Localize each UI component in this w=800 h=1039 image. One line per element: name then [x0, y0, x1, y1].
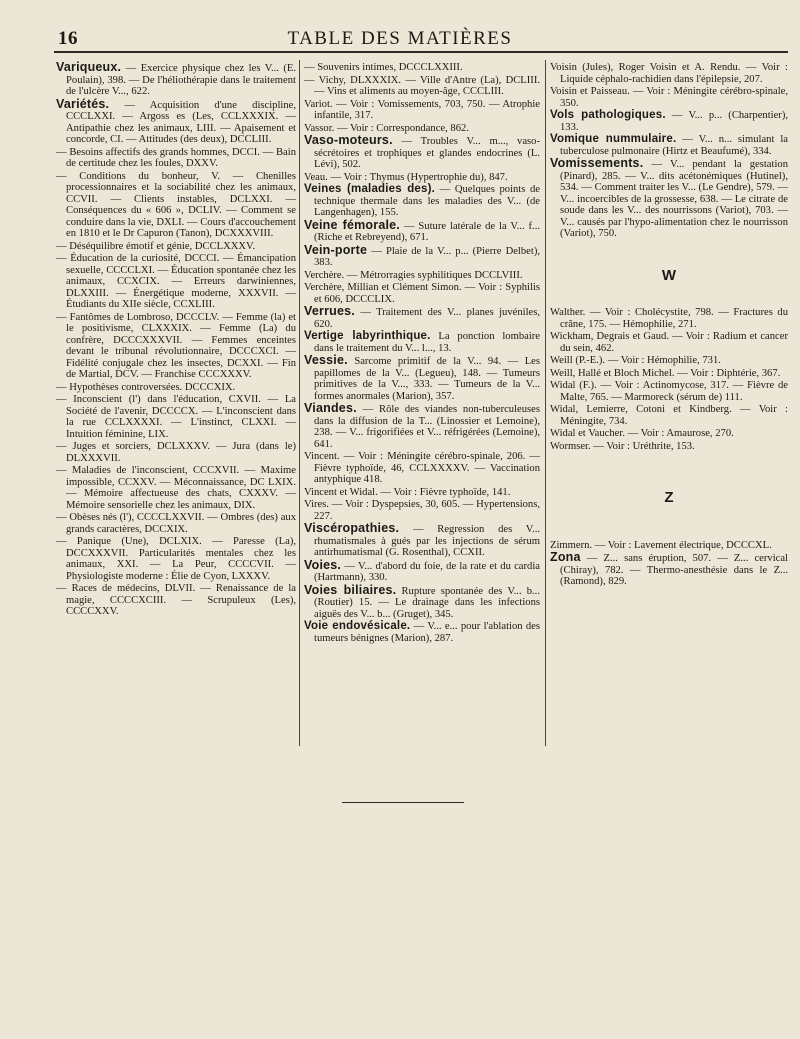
- column-divider: [299, 60, 300, 746]
- entry-text: Rupture spontanée des V... b... (Routier) 15. — Le drainage dans les infections aiguës des V... b... (Gruget), 345.: [314, 585, 540, 620]
- index-entry: [550, 428, 788, 440]
- index-entry: [304, 451, 540, 486]
- index-entry: [304, 172, 540, 184]
- index-entry: [304, 331, 540, 354]
- index-entry: [304, 499, 540, 522]
- index-group-w: [550, 307, 788, 452]
- index-entry: [550, 134, 788, 157]
- entry-term: Variqueux.: [56, 60, 122, 74]
- index-entry: [304, 306, 540, 330]
- entry-text: Vincent. — Voir : Méningite cérébro-spinale, 206. — Fièvre typhoïde, 46, CCLXXXXV. — Vaccination antyphique 418.: [304, 451, 540, 485]
- entry-text: Widal, Lemierre, Cotoni et Kindberg. — Voir : Méningite, 734.: [550, 404, 788, 427]
- entry-text: — Souvenirs intimes, DCCCLXXIII.: [304, 62, 463, 73]
- entry-text: — Maladies de l'inconscient, CCCXVII. — Maxime impossible, CCXXV. — Méconnaissance, DC LXIX. — Mémoire affectueuse des chats, CXXXV. — Mémoire sensorielle chez les animaux, DIX.: [56, 465, 296, 511]
- entry-text: Voisin et Paisseau. — Voir : Méningite cérébro-spinale, 350.: [550, 86, 788, 109]
- index-entry: [56, 62, 296, 98]
- index-entry: [550, 307, 788, 330]
- index-entry: [56, 241, 296, 253]
- page-title: TABLE DES MATIÈRES: [287, 28, 513, 49]
- entry-text: — V... pendant la gestation (Pinard), 285. — V... dits acétonémiques (Hutinel), 534. — Comment traiter les V... (Le Gendre), 579. — V... incoercibles de la grossesse, 638. — Le citrate de soude dans les V... des nourrissons (Variot), 703. — V... causés par l'hypo-alimentation chez le nourrisson (Variot), 750.: [560, 159, 788, 239]
- entry-text: — V... p... (Charpentier), 133.: [560, 110, 788, 133]
- index-group-z: [550, 540, 788, 588]
- section-letter-w: W: [661, 266, 677, 284]
- entry-term: Vomique nummulaire.: [550, 133, 677, 145]
- entry-text: — Quelques points de technique thermale dans les maladies des V... (de Langenhagen), 155.: [314, 184, 540, 218]
- entry-text: Verchère. — Métrorragies syphilitiques DCCLVIII.: [304, 269, 523, 281]
- index-entry: [304, 355, 540, 402]
- entry-text: — Acquisition d'une discipline, CCCLXXI. — Argoss es (Les, CCLXXXIX. — Antipathie chez les animaux, LIII. — Apaisement et concorde, CI. — Attitudes (des deux), DCCLIII.: [66, 99, 296, 145]
- entry-text: Widal et Vaucher. — Voir : Amaurose, 270.: [550, 428, 734, 439]
- index-entry: [550, 110, 788, 133]
- index-entry: [56, 536, 296, 582]
- entry-text: — Éducation de la curiosité, DCCCI. — Émancipation sexuelle, CCCCLXI. — Éducation spontanée chez les animaux, CCXCIX. — Erreurs darwiniennes, DLXXIII. — Énergétique moderne, XXXVII. — Étudiants du XIIe siècle, CCXLIII.: [56, 253, 296, 310]
- column-divider: [545, 60, 546, 746]
- entry-term: Vaso-moteurs.: [304, 133, 393, 147]
- index-entry: [304, 270, 540, 282]
- entry-text: — Z... sans éruption, 507. — Z... cervical (Chiray), 782. — Thermo-anesthésie dans le Z... (Ramond), 829.: [560, 553, 788, 587]
- entry-term: Vols pathologiques.: [550, 109, 666, 121]
- entry-text: — Regression des V... rhumatismales à gués par les injections de sérum antirhumatismal (G. Rosenthal), CCXII.: [314, 524, 540, 558]
- entry-text: Voisin (Jules), Roger Voisin et A. Rendu. — Voir : Liquide céphalo-rachidien dans l'épilepsie, 207.: [550, 62, 788, 85]
- index-entry: [304, 184, 540, 219]
- entry-text: — Inconscient (l') dans l'éducation, CXVII. — La Société de l'avenir, DCCCCX. — L'inconscient dans la rue CCLXXXXI. — L'instinct, CLXXI. — Intuition féminine, LIX.: [56, 394, 296, 440]
- entry-text: — Juges et sorciers, DCLXXXV. — Jura (dans le) DLXXXVII.: [56, 441, 296, 464]
- index-entry: [304, 217, 540, 244]
- entry-text: Widal (F.). — Voir : Actinomycose, 317. — Fièvre de Malte, 765. — Marmoreck (sérum de) 111.: [550, 380, 788, 403]
- entry-text: Sarcome primitif de la V... 94. — Les papillomes de la V... (Legueu), 148. — Tumeurs primitives de la V..., 333. — Tumeurs de la V... formes anormales (Marion), 357.: [314, 356, 540, 402]
- entry-text: — Races de médecins, DLVII. — Renaissance de la magie, CCCCXCIII. — Scrupuleux (Les), CCCCXXV.: [56, 583, 296, 617]
- entry-term: Viandes.: [304, 401, 357, 415]
- index-column-1: [56, 62, 296, 619]
- index-entry: [56, 382, 296, 394]
- entry-text: — Suture latérale de la V... f... (Riche et Rebreyend), 671.: [314, 220, 540, 243]
- index-entry: [304, 487, 540, 499]
- index-entry: [550, 368, 788, 380]
- entry-text: — Exercice physique chez les V... (E. Poulain), 398. — De l'héliothérapie dans le traitement de l'ulcère V..., 622.: [66, 63, 296, 97]
- index-entry: [550, 441, 788, 453]
- index-group-v: [550, 62, 788, 240]
- index-entry: [304, 62, 540, 74]
- entry-text: — Troubles V... m..., vaso-sécrétoires et trophiques et glandes endocrines (L. Lévi), 502.: [314, 136, 540, 170]
- entry-term: Veines (maladies des).: [304, 183, 436, 195]
- entry-text: — Besoins affectifs des grands hommes, DCCI. — Bain de certitude chez les foules, DXXV.: [56, 146, 296, 169]
- entry-text: Zimmern. — Voir : Lavement électrique, DCCCXL.: [550, 539, 772, 551]
- index-entry: [304, 621, 540, 644]
- entry-text: Vires. — Voir : Dyspepsies, 30, 605. — Hypertensions, 227.: [304, 499, 540, 522]
- entry-term: Vein-porte: [304, 242, 368, 257]
- section-letter-z: Z: [664, 489, 674, 506]
- index-entry: [550, 158, 788, 240]
- index-entry: [56, 171, 296, 240]
- index-entry: [304, 523, 540, 559]
- entry-text: La ponction lombaire dans le traitement du V... l..., 13.: [314, 331, 540, 354]
- index-entry: [550, 62, 788, 85]
- entry-term: Voie endovésicale.: [304, 620, 411, 632]
- index-entry: [304, 557, 540, 584]
- index-entry: [56, 441, 296, 464]
- entry-text: — Vichy, DLXXXIX. — Ville d'Antre (La), DCLIII. — Vins et aliments au moyen-âge, CCCLIII.: [304, 74, 540, 97]
- entry-text: — Traitement des V... planes juvéniles, 620.: [314, 307, 540, 330]
- index-entry: [56, 147, 296, 170]
- index-entry: [550, 380, 788, 403]
- header-rule: [54, 51, 788, 53]
- index-entry: [550, 355, 788, 367]
- entry-text: — Hypothèses controversées. DCCCXIX.: [56, 381, 236, 393]
- index-entry: [304, 99, 540, 122]
- index-entry: [550, 540, 788, 552]
- index-entry: [550, 404, 788, 427]
- index-entry: [56, 253, 296, 311]
- entry-text: — V... d'abord du foie, de la rate et du cardia (Hartmann), 330.: [314, 560, 540, 583]
- index-column-2: [304, 62, 540, 645]
- page-number: 16: [58, 28, 78, 49]
- entry-term: Voies.: [304, 557, 342, 572]
- index-entry: [56, 512, 296, 535]
- entry-term: Variétés.: [56, 96, 110, 111]
- index-entry: [56, 394, 296, 440]
- entry-term: Viscéropathies.: [304, 521, 400, 535]
- entry-text: Walther. — Voir : Cholécystite, 798. — Fractures du crâne, 175. — Hémophilie, 271.: [550, 307, 788, 330]
- entry-text: — Plaie de la V... p... (Pierre Delbet), 383.: [314, 245, 540, 268]
- index-entry: [550, 86, 788, 109]
- entry-text: Veau. — Voir : Thymus (Hypertrophie du), 847.: [304, 171, 508, 183]
- entry-term: Vessie.: [304, 353, 348, 367]
- entry-text: — Rôle des viandes non-tuberculeuses dans la diffusion de la T... (Linossier et Lemoine), 238. — V... frigorifiées et V... réfrigérées (Lemoine), 641.: [314, 404, 540, 450]
- index-entry: [56, 96, 296, 146]
- entry-text: Verchère, Millian et Clément Simon. — Voir : Syphilis et 606, DCCCLIX.: [304, 282, 540, 305]
- entry-text: Weill (P.-E.). — Voir : Hémophilie, 731.: [550, 355, 721, 366]
- entry-text: — Obèses nés (l'), CCCCLXXVII. — Ombres (des) aux grands caractères, DCCXIX.: [56, 512, 296, 535]
- index-entry: [56, 465, 296, 511]
- entry-term: Verrues.: [304, 304, 355, 318]
- index-entry: [550, 331, 788, 354]
- index-entry: [56, 583, 296, 618]
- entry-term: Zona: [550, 550, 581, 564]
- index-entry: [550, 552, 788, 588]
- end-rule: [342, 802, 464, 803]
- entry-text: Vincent et Widal. — Voir : Fièvre typhoïde, 141.: [304, 486, 511, 498]
- index-entry: [304, 282, 540, 305]
- entry-text: Weill, Hallé et Bloch Michel. — Voir : Diphtérie, 367.: [550, 367, 781, 379]
- entry-text: — V... e... pour l'ablation des tumeurs bénignes (Marion), 287.: [314, 621, 540, 644]
- entry-term: Voies biliaires.: [304, 582, 397, 597]
- entry-text: Wormser. — Voir : Uréthrite, 153.: [550, 440, 695, 452]
- entry-text: Vassor. — Voir : Correspondance, 862.: [304, 122, 469, 134]
- index-entry: [304, 75, 540, 98]
- entry-text: — Conditions du bonheur, V. — Chenilles processionnaires et la sociabilité chez les animaux, CCVII. — Clients instables, DCLXXI. — Conséquences du « 606 », DCLIV. — Comment se conduire dans la vie, DXLI. — Cours d'accouchement en 1810 et le Dr Capuron (Tanon), DCXXXVIII.: [56, 170, 296, 239]
- index-entry: [304, 135, 540, 171]
- entry-text: — Déséquilibre émotif et génie, DCCLXXXV.: [56, 240, 255, 252]
- entry-term: Vertige labyrinthique.: [304, 330, 431, 342]
- index-column-3: [550, 62, 788, 589]
- entry-text: Wickham, Degrais et Gaud. — Voir : Radium et cancer du sein, 462.: [550, 331, 788, 354]
- index-entry: [304, 582, 540, 621]
- index-entry: [56, 312, 296, 381]
- entry-term: Vomissements.: [550, 156, 644, 170]
- entry-term: Veine fémorale.: [304, 217, 400, 232]
- entry-text: — V... n... simulant la tuberculose pulmonaire (Hirtz et Beaufumé), 334.: [560, 134, 788, 157]
- index-entry: [304, 242, 540, 269]
- entry-text: — Fantômes de Lombroso, DCCCLV. — Femme (la) et le positivisme, CLXXXIX. — Femme (La) du confrère, DCCCXXXVII. — Femmes enceintes devant le tribunal révolutionnaire, DCCCXCI. — Fidélité conjugale chez les insectes, DCXXI. — Fin de Martial, DCV. — Franchise CCCXXXV.: [56, 311, 296, 380]
- entry-text: Variot. — Voir : Vomissements, 703, 750. — Atrophie infantile, 317.: [304, 98, 540, 121]
- entry-text: — Panique (Une), DCLXIX. — Paresse (La), DCCXXXVII. Particularités mentales chez les animaux, XXI. — La Peur, CCCCVII. — Physiologiste moderne : Élie de Cyon, LXXXV.: [56, 536, 296, 582]
- index-entry: [304, 403, 540, 450]
